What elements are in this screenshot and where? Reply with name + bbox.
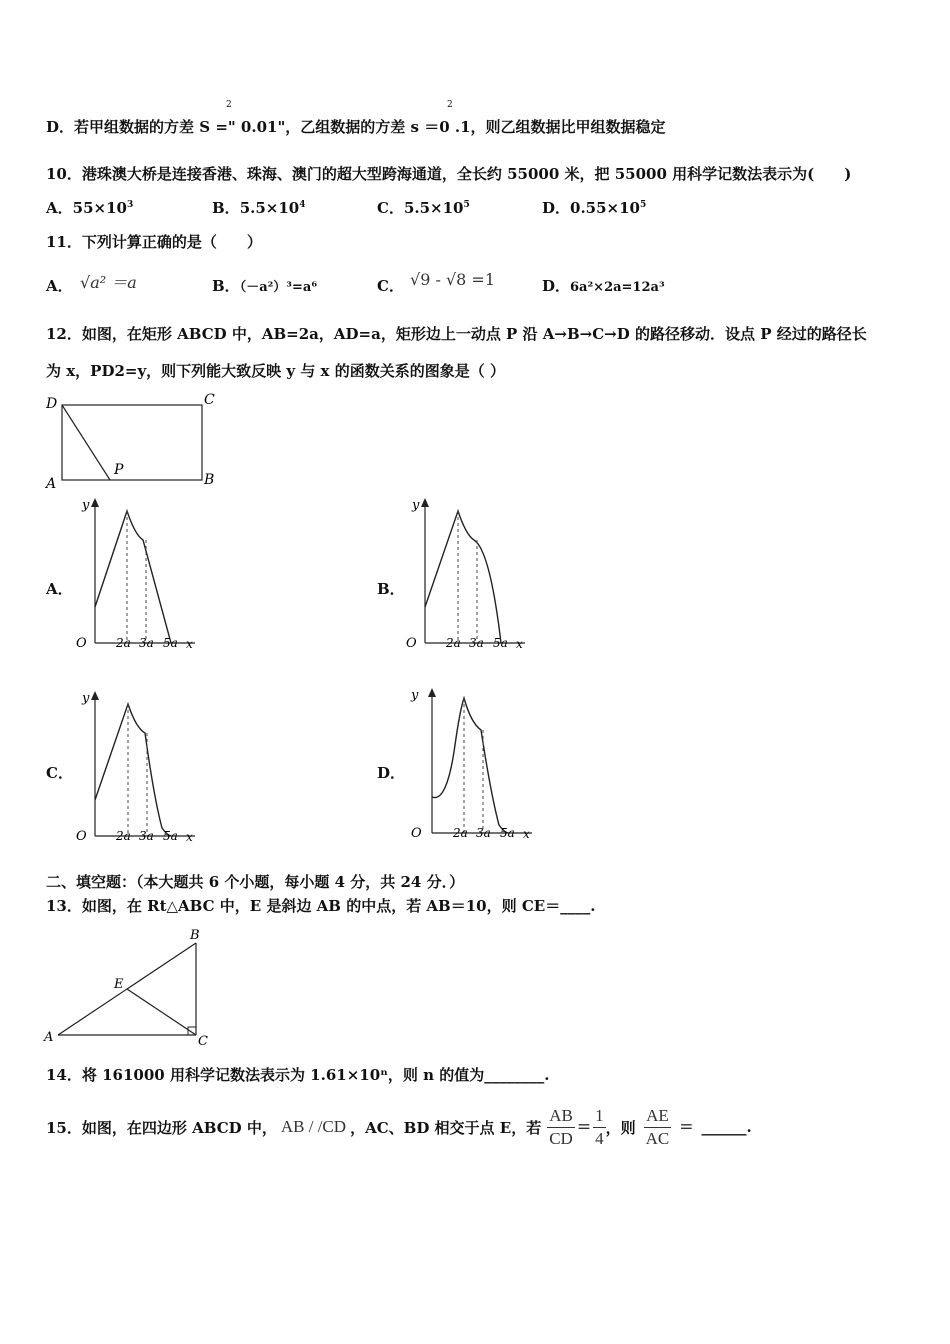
q12-stem-line2: 为 x，PD2=y，则下列能大致反映 y 与 x 的函数关系的图象是（ ） [46, 362, 505, 380]
label-d: D [46, 396, 58, 412]
q11-stem: 11．下列计算正确的是（ ） [46, 233, 262, 251]
q11-b-expr: （－a²）³=a⁶ [239, 280, 318, 295]
label-e: E [114, 977, 124, 992]
graph-d-3a: 3a [476, 826, 491, 840]
q10-c-base: 5.5×10 [403, 199, 464, 217]
q10-d-label: D． [542, 199, 571, 217]
q12-graph-a [70, 495, 200, 655]
q9-d-sup1: 2 [226, 100, 232, 110]
graph-a-y: y [82, 498, 90, 513]
label-c: C [204, 392, 215, 408]
graph-c-x: x [186, 830, 193, 844]
q12-graph-d [407, 685, 537, 845]
q12-option-b[interactable]: B． [377, 580, 405, 598]
q10-c-label: C． [377, 199, 404, 217]
q11-option-d[interactable] [542, 275, 665, 296]
q10-b-exp: 4 [299, 200, 306, 210]
q10-d-exp: 5 [640, 200, 647, 210]
graph-d-x: x [523, 827, 530, 841]
graph-b-x: x [516, 637, 523, 651]
q11-option-b[interactable] [212, 275, 317, 296]
q12-option-a[interactable]: A． [46, 580, 73, 598]
q15-fraction-ab-cd [547, 1105, 575, 1150]
q15-stem3: ，则 [605, 1118, 636, 1137]
q15-frac1-num: AB [547, 1105, 575, 1128]
graph-b-y: y [412, 498, 420, 513]
q11-a-label: A． [46, 277, 73, 295]
rect-abcd [62, 405, 202, 480]
graph-a-5a: 5a [163, 636, 178, 650]
q15-stem [46, 1098, 752, 1156]
graph-d-2a: 2a [453, 826, 468, 840]
q12-stem-line1: 12．如图，在矩形 ABCD 中，AB=2a，AD=a，矩形边上一动点 P 沿 A→B→C→D 的路径移动．设点 P 经过的路径长 [46, 325, 867, 343]
q15-frac2-num: 1 [593, 1105, 606, 1128]
label-c: C [198, 1034, 208, 1049]
graph-a-o: O [76, 636, 87, 651]
graph-c-3a: 3a [139, 829, 154, 843]
q10-stem: 10．港珠澳大桥是连接香港、珠海、澳门的超大型跨海通道，全长约 55000 米，把 55000 用科学记数法表示为( ) [46, 165, 852, 183]
graph-b-3a: 3a [469, 636, 484, 650]
q9-d-val1: =" 0.01" [215, 118, 286, 136]
segment-dp [62, 405, 110, 480]
q12-graph-c [70, 688, 200, 848]
q12-rectangle-figure [40, 390, 230, 500]
graph-c-2a: 2a [116, 829, 131, 843]
section2-title: 二、填空题：（本大题共 6 个小题，每小题 4 分，共 24 分．） [46, 873, 465, 891]
graph-c-y: y [82, 691, 90, 706]
graph-c-o: O [76, 829, 87, 844]
q10-option-a[interactable] [46, 197, 133, 218]
q11-c-expr: √9 - √8 =1 [410, 270, 495, 289]
q10-a-base: 55×10 [72, 199, 127, 217]
q15-tail: ______. [701, 1118, 752, 1136]
q11-option-a[interactable] [46, 275, 73, 296]
q11-b-label: B． [212, 277, 240, 295]
q10-option-c[interactable] [377, 197, 470, 218]
q11-option-c[interactable] [377, 275, 404, 296]
q15-stem2: ，AC、BD 相交于点 E，若 [350, 1118, 542, 1137]
graph-d-o: O [411, 826, 422, 841]
q9-d-text2: ，乙组数据的方差 s [285, 118, 419, 136]
q10-b-base: 5.5×10 [239, 199, 300, 217]
q9-d-sup2: 2 [447, 100, 453, 110]
q15-eq: = [576, 1117, 592, 1137]
graph-b-o: O [406, 636, 417, 651]
q15-frac3-den: AC [645, 1128, 670, 1148]
graph-a-x: x [186, 637, 193, 651]
segment-ce [127, 989, 196, 1035]
q14-stem: 14．将 161000 用科学记数法表示为 1.61×10ⁿ，则 n 的值为________. [46, 1066, 550, 1084]
q15-frac2-den: 4 [595, 1128, 604, 1148]
q10-b-label: B． [212, 199, 240, 217]
q15-parallel: AB / /CD [280, 1117, 347, 1136]
q15-fraction-ae-ac [644, 1105, 672, 1150]
q15-frac3-num: AE [644, 1105, 671, 1128]
q10-a-label: A． [46, 199, 73, 217]
q10-c-exp: 5 [463, 200, 470, 210]
q10-d-base: 0.55×10 [570, 199, 640, 217]
q15-frac1-den: CD [549, 1128, 573, 1148]
q9-d-label: D． [46, 118, 75, 136]
q9-d-text3: ，则乙组数据比甲组数据稳定 [470, 118, 666, 136]
q12-option-c[interactable]: C． [46, 764, 73, 782]
q11-d-label: D． [542, 277, 571, 295]
graph-a-3a: 3a [139, 636, 154, 650]
q11-a-expr: √a² ＝a [80, 273, 137, 292]
q10-option-d[interactable] [542, 197, 646, 218]
q10-option-b[interactable] [212, 197, 306, 218]
q12-option-d[interactable]: D． [377, 764, 406, 782]
graph-d-y: y [411, 688, 419, 703]
q13-triangle-figure [40, 925, 220, 1050]
q10-a-exp: 3 [126, 200, 134, 210]
q9-option-d [46, 116, 666, 137]
graph-b-5a: 5a [493, 636, 508, 650]
label-p: P [114, 462, 124, 478]
label-a: A [44, 1030, 54, 1045]
q12-graph-b [400, 495, 530, 655]
q9-d-text1: 若甲组数据的方差 S [74, 118, 211, 136]
q15-eq2: = [679, 1117, 694, 1137]
q13-stem: 13．如图，在 Rt△ABC 中，E 是斜边 AB 的中点，若 AB＝10，则 CE＝____. [46, 897, 596, 915]
q11-d-expr: 6a²×2a=12a³ [570, 280, 665, 295]
label-a: A [46, 476, 57, 492]
q11-c-label: C． [377, 277, 404, 295]
graph-a-2a: 2a [116, 636, 131, 650]
q15-stem1: 15．如图，在四边形 ABCD 中， [46, 1118, 277, 1137]
q9-d-val2: ＝0 .1 [424, 118, 471, 136]
label-b: B [190, 928, 200, 943]
q15-fraction-1-4 [593, 1105, 606, 1150]
label-b: B [204, 472, 215, 488]
graph-b-2a: 2a [446, 636, 461, 650]
graph-c-5a: 5a [163, 829, 178, 843]
graph-d-5a: 5a [500, 826, 515, 840]
